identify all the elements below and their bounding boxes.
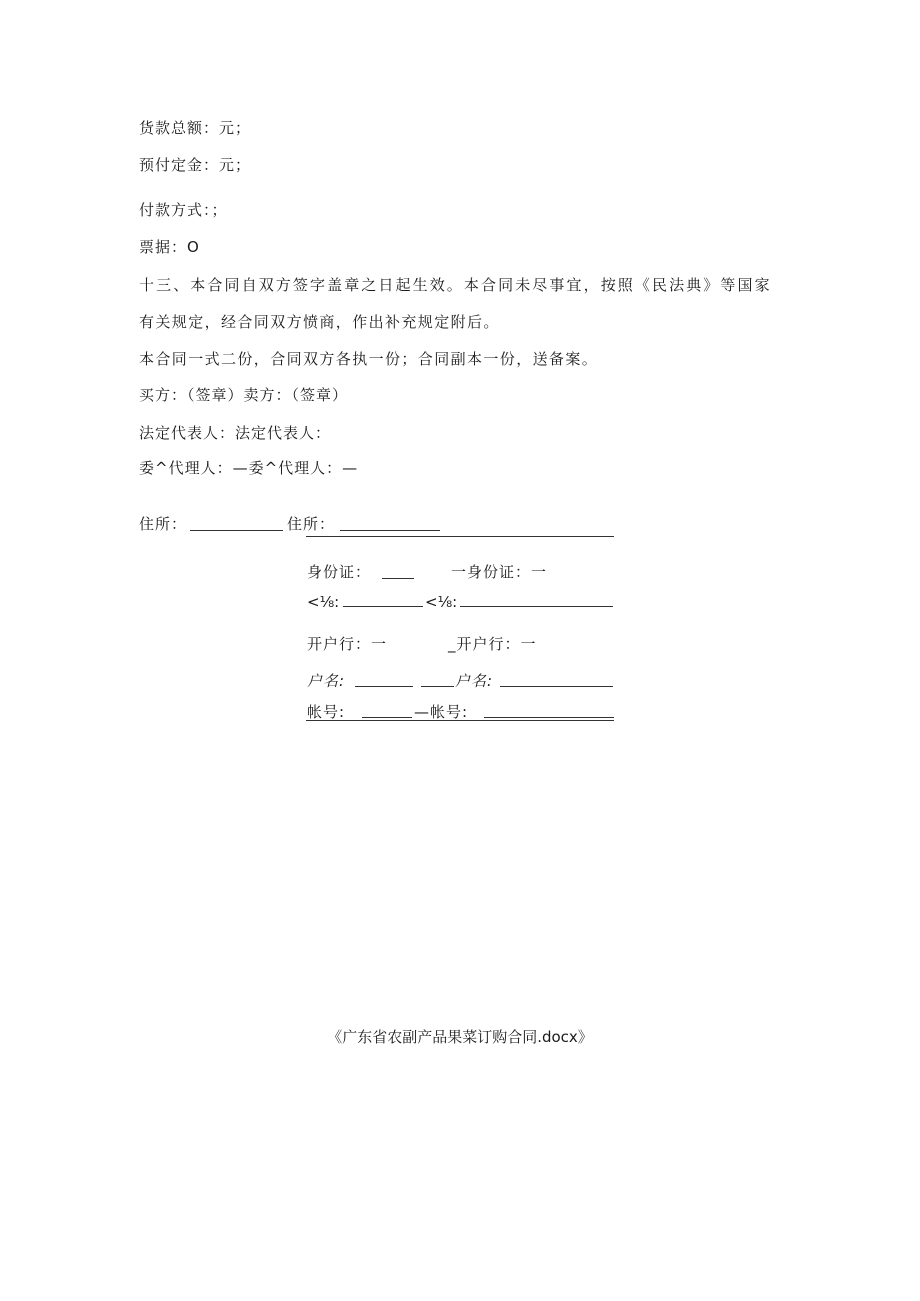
deposit-line: 预付定金：元； — [139, 156, 252, 174]
seller-account-name-label: 户名: — [455, 672, 494, 690]
copies-line: 本合同一式二份，合同双方各执一份；合同副本一份，送备案。 — [139, 350, 599, 368]
invoice-line: 票据：O — [139, 238, 200, 256]
clause-13-line-1: 十三、本合同自双方签字盖章之日起生效。本合同未尽事宜，按照《民法典》等国家 — [139, 276, 772, 294]
buyer-id-card-label: 身份证： — [307, 563, 372, 581]
legal-representative-line: 法定代表人：法定代表人： — [139, 424, 332, 442]
clause-13-line-2: 有关规定，经合同双方愤商，作出补充规定附后。 — [139, 313, 500, 331]
buyer-address-blank — [190, 530, 283, 531]
seller-bank-label: _开户行：一 — [448, 635, 537, 653]
seller-address-blank — [340, 530, 440, 531]
agent-line: 委^代理人：—委^代理人：— — [139, 459, 359, 477]
seller-phone-blank — [460, 606, 613, 607]
seller-account-number-blank — [484, 717, 614, 718]
buyer-account-number-label: 帐号: — [307, 703, 346, 721]
signature-block-top-rule — [306, 536, 614, 537]
buyer-id-card-blank — [382, 578, 414, 579]
buyer-phone-label: <⅛: — [307, 593, 340, 611]
total-payment-line: 货款总额：元； — [139, 119, 252, 137]
document-filename: 《广东省农副产品果菜订购合同.docx》 — [327, 1028, 593, 1046]
seller-account-name-blank — [500, 686, 613, 687]
buyer-account-name-label: 户名: — [307, 672, 346, 690]
seller-id-card-label: 一身份证：一 — [451, 563, 548, 581]
seller-phone-label: <⅛: — [425, 593, 458, 611]
buyer-address-label: 住所： — [139, 515, 188, 533]
buyer-account-number-blank — [362, 717, 412, 718]
signature-block-bottom-rule — [306, 720, 614, 721]
parties-line: 买方：（签章）卖方：（签章） — [139, 386, 349, 404]
seller-address-label: 住所： — [287, 515, 336, 533]
buyer-phone-blank — [343, 606, 423, 607]
buyer-account-name-blank-2 — [421, 686, 454, 687]
buyer-account-name-blank — [355, 686, 413, 687]
buyer-bank-label: 开户行：一 — [307, 635, 388, 653]
seller-account-number-label: —帐号: — [414, 703, 469, 721]
payment-method-line: 付款方式：； — [139, 201, 228, 219]
